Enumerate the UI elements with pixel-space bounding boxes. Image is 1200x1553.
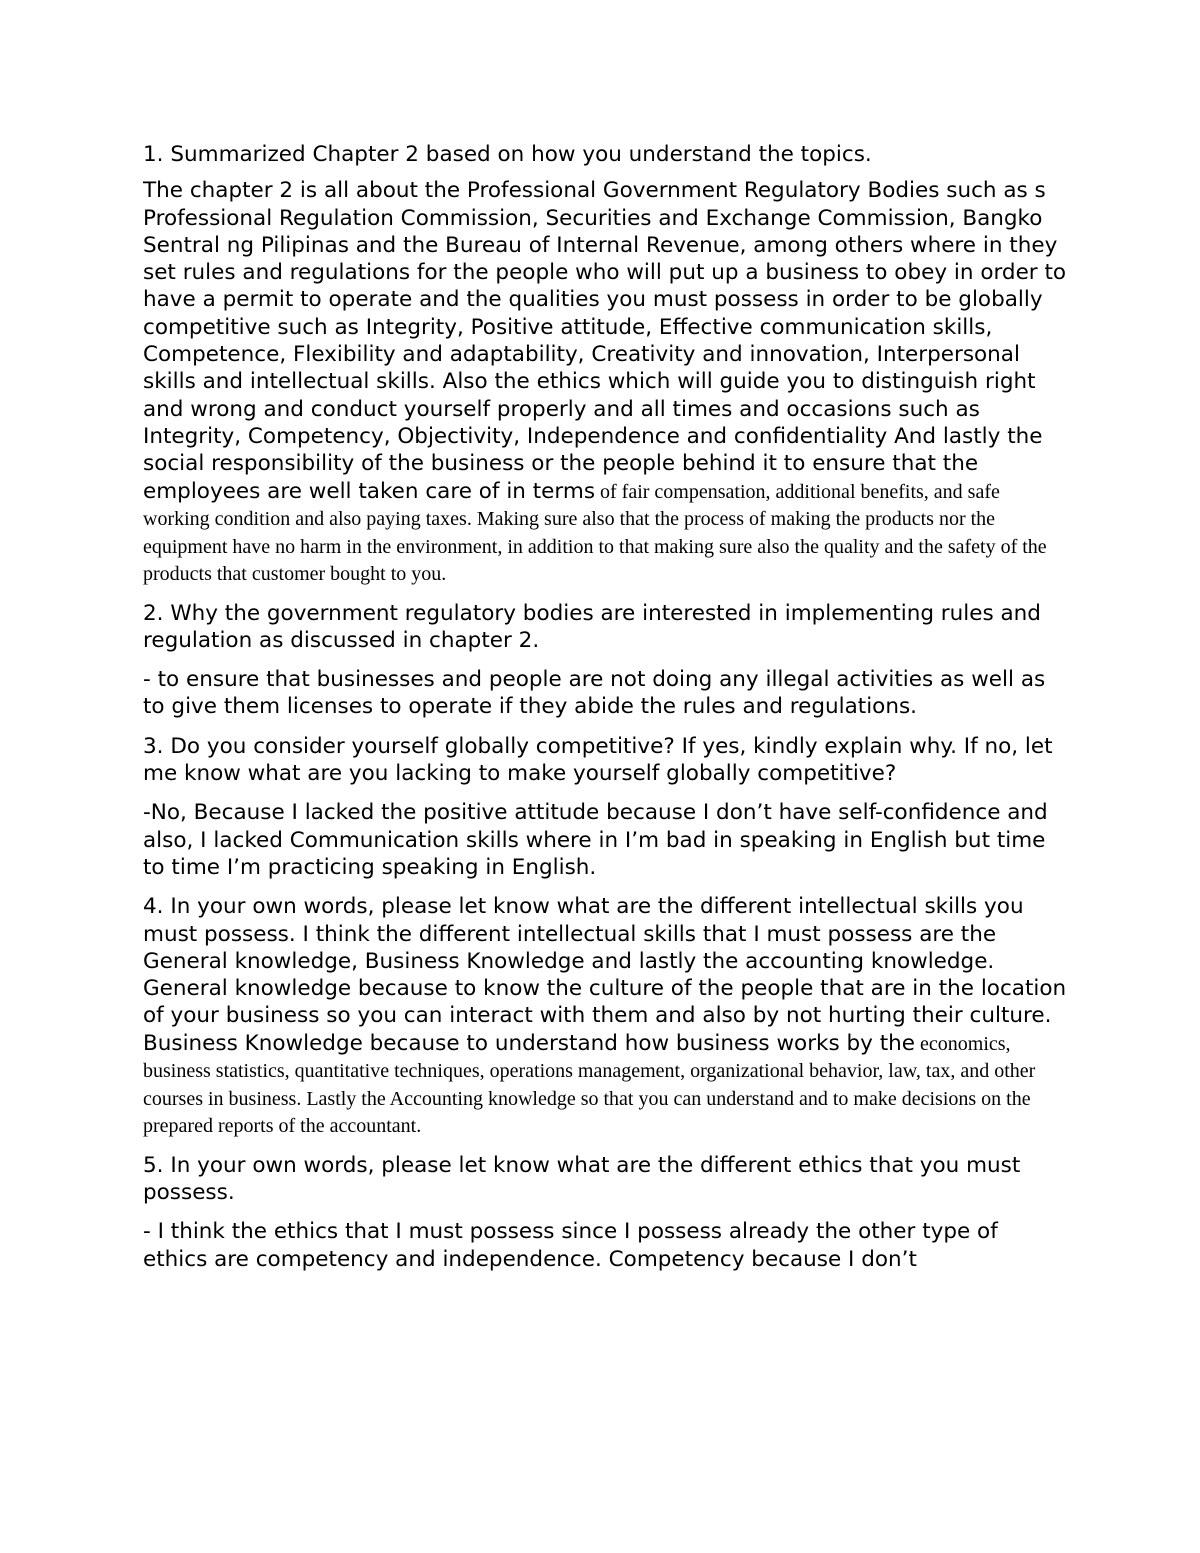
question-1: 1. Summarized Chapter 2 based on how you understand the topics. [143, 142, 872, 167]
answer-2: - to ensure that businesses and people are not doing any illegal activities as well as to give them licenses to operate if they abide the rules and regulations. [143, 667, 1046, 720]
answer-1 [143, 177, 1068, 587]
question-4 [143, 893, 1068, 1139]
answer-3: -No, Because I lacked the positive attitude because I don’t have self-confidence and also, I lacked Communication skills where in I’m bad in speaking in English but time to time I’m practicing speaking in English. [143, 800, 1048, 880]
question-3: 3. Do you consider yourself globally competitive? If yes, kindly explain why. If no, let me know what are you lacking to make yourself globally competitive? [143, 733, 1053, 787]
question-2: 2. Why the government regulatory bodies are interested in implementing rules and regulation as discussed in chapter 2. [143, 600, 1041, 653]
question-4-main-text: 4. In your own words, please let know what are the different intellectual skills you must possess. I think the different intellectual skills that I must possess are the General knowledge, Business Knowledge and lastly the accounting knowledge. General knowledge because to know the culture of the people that are in the location of your business so you can interact with them and also by not hurting their culture. Business Knowledge because to understand how business works by the [143, 894, 1067, 1056]
answer-5: - I think the ethics that I must possess since I possess already the other type of ethics are competency and independence. Competency because I don’t [143, 1219, 998, 1272]
question-4-serif-text: economics, business statistics, quantitative techniques, operations management, organizational behavior, law, tax, and other courses in business. Lastly the Accounting knowledge so that you can understand and to make decisions on the prepared reports of the accountant. [143, 1032, 1036, 1138]
question-5: 5. In your own words, please let know what are the different ethics that you must possess. [143, 1152, 1021, 1206]
document-body [143, 141, 1068, 1285]
answer-1-main-text: The chapter 2 is all about the Professional Government Regulatory Bodies such as s Professional Regulation Commission, Securities and Exchange Commission, Bangko Sentral ng Pilipinas and the Bureau of Internal Revenue, among others where in they set rules and regulations for the people who will put up a business to obey in order to have a permit to operate and the qualities you must possess in order to be globally competitive such as Integrity, Positive attitude, Effective communication skills, Competence, Flexibility and adaptability, Creativity and innovation, Interpersonal skills and intellectual skills. Also the ethics which will guide you to distinguish right and wrong and conduct yourself properly and all times and occasions such as Integrity, Competency, Objectivity, Independence and confidentiality And lastly the social responsibility of the business or the people behind it to ensure that the employees are well taken care of in terms [143, 178, 1067, 504]
answer-1-serif-text: of fair compensation, additional benefits, and safe working condition and also paying taxes. Making sure also that the process of making the products nor the equipment have no harm in the environment, in addition to that making sure also the quality and the safety of the products that customer bought to you. [143, 480, 1047, 586]
